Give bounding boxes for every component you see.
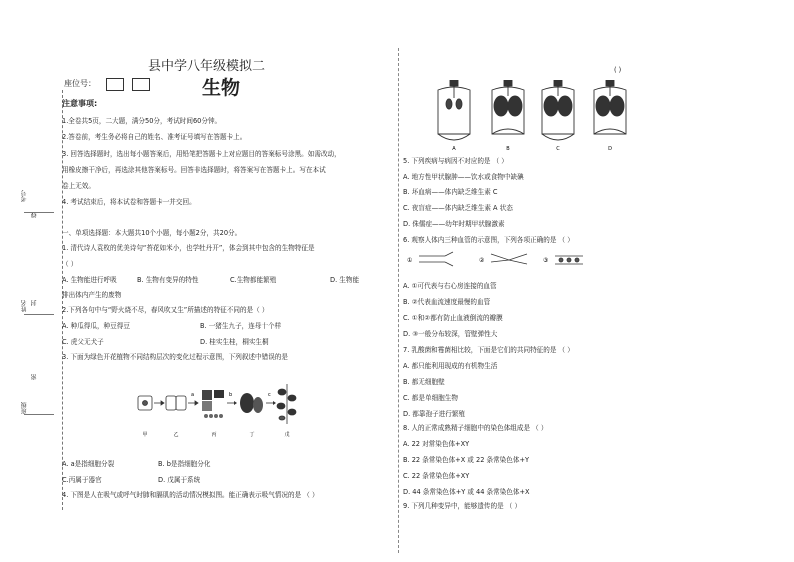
seat-box-1[interactable] [106,78,124,91]
binding-mark-secret: 密 [31,374,38,380]
cell-yi-icon-1 [166,396,176,410]
column-divider [398,48,399,553]
note-3: 3. 回答选择题时，选出每小题答案后，用铅笔把答题卡上对应题目的答案标号涂黑。如需改动， [62,150,341,158]
q4-paren: ( ) [614,66,622,74]
q7-option-a[interactable]: A. 都只能利用现成的有机物生活 [403,362,498,370]
note-2: 2.答卷前，考生务必将自己的姓名、准考证号填写在答题卡上。 [62,133,247,141]
q1-option-a[interactable]: A. 生物能进行呼吸 [62,276,117,284]
bell-jar-d [594,80,626,134]
q6-option-b[interactable]: B. ②代表血流速度最慢的血管 [403,298,491,306]
q6-option-a[interactable]: A. ①可代表与右心房连接的血管 [403,282,497,290]
bell-jar-a [438,80,470,140]
q5-option-b[interactable]: B. 坏血病——体内缺乏维生素 C [403,188,498,196]
q1-option-d-cont: 排出体内产生的废物 [62,291,122,299]
binding-mark-seal: 封 [31,300,38,306]
binding-label-name: 姓名 [21,300,28,312]
q8-option-d[interactable]: D. 44 条常染色体+Y 或 44 条常染色体+X [403,488,530,496]
q8-option-b[interactable]: B. 22 条常染色体+X 或 22 条常染色体+Y [403,456,530,464]
q1-paren: （ ） [62,260,78,268]
q1-option-d[interactable]: D. 生物能 [330,276,360,284]
note-4: 4. 考试结束后，将本试卷和答题卡一并交回。 [62,198,196,206]
binding-underline-1 [24,212,54,213]
q7-option-d[interactable]: D. 都靠孢子进行繁殖 [403,410,466,418]
q7-option-b[interactable]: B. 都无细胞壁 [403,378,445,386]
arrow-c-label: c [268,392,271,398]
seat-box-2[interactable] [132,78,150,91]
q7-stem: 7. 乳酸菌和霉菌相比较，下面是它们的共同特征的是 （ ） [403,346,574,354]
q5-option-d[interactable]: D. 侏儒症——幼年时期甲状腺激素 [403,220,505,228]
q2-option-b[interactable]: B. 一猪生九子，连母十个样 [200,322,282,330]
q3-option-b[interactable]: B. b是指细胞分化 [158,460,211,468]
q7-option-c[interactable]: C. 都是单细胞生物 [403,394,458,402]
binding-mark-line: 线 [31,212,38,218]
vessel-label-3: ③ [543,257,549,264]
label-wu: 戊 [284,432,290,438]
q2-option-d[interactable]: D. 桂实生桂，桐实生桐 [200,338,269,346]
q9-stem: 9. 下列几种变异中，能够遗传的是 （ ） [403,502,522,510]
q8-option-c[interactable]: C. 22 条常染色体+XY [403,472,470,480]
q4-stem: 4. 下图是人在吸气或呼气时肺和膈肌的活动情况模拟图。能正确表示吸气情况的是 （ ） [62,491,319,499]
label-bing: 丙 [211,432,217,438]
q6-option-d[interactable]: D. ③一般分布较深，管壁弹性大 [403,330,498,338]
notes-heading: 注意事项: [62,99,98,108]
arrow-b-label: b [229,392,233,398]
jar-label-c: C [556,146,560,152]
q8-option-a[interactable]: A. 22 对常染色体+XY [403,440,470,448]
binding-underline-2 [24,314,54,315]
q8-stem: 8. 人的正常成熟精子细胞中的染色体组成是 （ ） [403,424,548,432]
jar-label-b: B [506,146,510,152]
q3-option-a[interactable]: A. a是指细胞分裂 [62,460,115,468]
plant-wu-icon [277,384,296,424]
q2-option-a[interactable]: A. 种瓜得瓜，种豆得豆 [62,322,130,330]
q2-stem: 2.下列各句中与“野火烧不尽，春风吹又生”所描述的特征不同的是（ ） [62,306,269,314]
q5-stem: 5. 下列疾病与病因不对应的是 （ ） [403,157,508,165]
organ-ding-icon [240,393,263,413]
vessel-3-icon [555,256,583,264]
tissue-bing-icon [202,390,224,418]
cell-yi-icon-2 [176,396,186,410]
arrow-a-label: a [191,392,195,398]
seat-label: 座位号： [64,79,96,88]
label-ding: 丁 [249,432,255,438]
plant-structure-diagram [134,380,304,438]
q3-option-d[interactable]: D. 戊属于系统 [158,476,201,484]
q1-option-b[interactable]: B. 生物有变异的特性 [137,276,199,284]
note-3-cont: 用橡皮擦干净后，再选涂其他答案标号。回答非选择题时，将答案写在答题卡上。写在本试 [62,166,326,174]
subject-title: 生物 [202,77,241,99]
binding-underline-3 [24,414,54,415]
q3-stem: 3. 下面为绿色开花植物不同结构层次的变化过程示意图，下列叙述中错误的是 [62,353,288,361]
breathing-model-diagram [428,80,634,152]
note-1: 1.全卷共5页，二大题，满分50分，考试时间60分钟。 [62,117,222,125]
label-yi: 乙 [173,432,179,438]
jar-label-a: A [452,146,456,152]
vessel-label-2: ② [479,257,485,264]
binding-label-id: 考号 [21,190,28,202]
q1-option-c[interactable]: C.生物都能繁殖 [230,276,277,284]
label-jia: 甲 [142,432,148,438]
q6-option-c[interactable]: C. ①和②都有防止血液倒流的瓣膜 [403,314,503,322]
q6-stem: 6. 观察人体内三种血管的示意图，下列各项正确的是 （ ） [403,236,574,244]
binding-label-class: 班级 [21,402,28,414]
vessel-2-icon [491,254,527,264]
vessel-1-icon [419,252,453,266]
vessel-label-1: ① [407,257,413,264]
q3-option-c[interactable]: C.丙属于器官 [62,476,102,484]
section-heading: 一、单项选择题：本大题共10个小题，每小题2分，共20分。 [62,229,242,237]
blood-vessel-diagram [405,248,585,272]
note-3-end: 卷上无效。 [62,182,95,190]
jar-label-d: D [608,146,612,152]
q2-option-c[interactable]: C. 虎父无犬子 [62,338,104,346]
q1-stem: 1. 清代诗人袁枚的优美诗句“苔花如米小，也学牡丹开”，体会到其中包含的生物特征是 [62,244,315,252]
q5-option-c[interactable]: C. 夜盲症——体内缺乏维生素 A 状态 [403,204,513,212]
bell-jar-c [542,80,574,140]
exam-title: 县中学八年级模拟二 [148,59,266,74]
bell-jar-b [492,80,524,134]
q5-option-a[interactable]: A. 地方性甲状腺肿——饮水或食物中缺碘 [403,173,524,181]
